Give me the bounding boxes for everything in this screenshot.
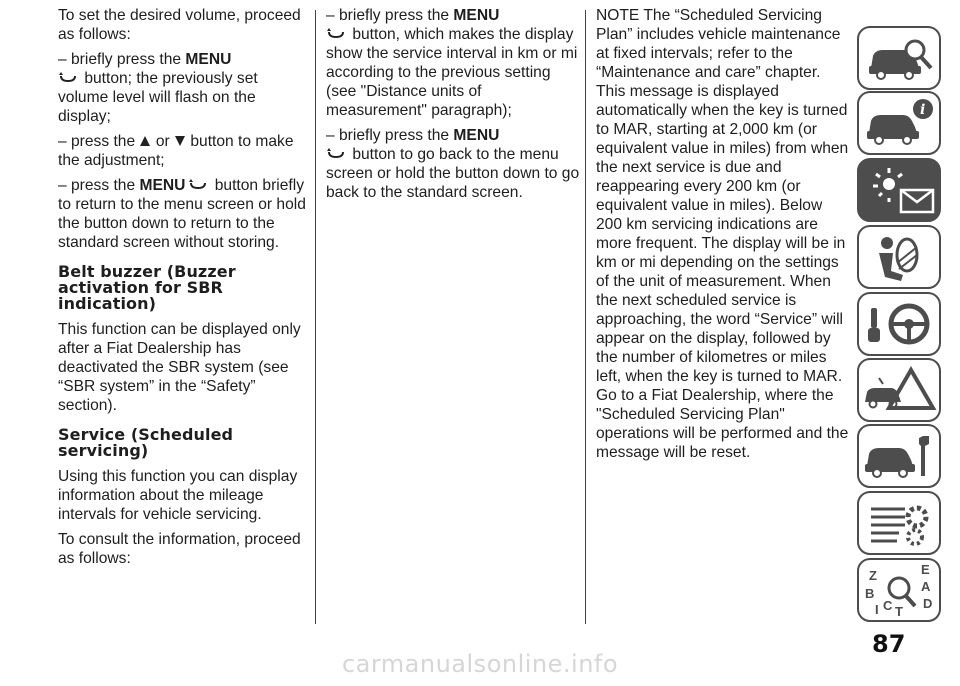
index-letter-b: B xyxy=(865,586,875,601)
paragraph xyxy=(326,126,580,202)
paragraph: To consult the information, proceed as follows: xyxy=(58,531,301,567)
index-letter-i: I xyxy=(875,602,879,617)
page-number: 87 xyxy=(872,630,906,658)
car-wrench-icon xyxy=(859,426,939,486)
index-letter-c: C xyxy=(883,598,893,613)
column-right xyxy=(596,6,852,468)
tab-index[interactable] xyxy=(857,558,941,622)
svg-text:i: i xyxy=(920,102,926,118)
paragraph xyxy=(58,50,308,126)
menu-button-icon xyxy=(326,148,346,160)
text-run: button briefly to return to the menu screen or hold the button down to return to the standard screen without storing. xyxy=(58,177,306,251)
text-run: button to make the adjustment; xyxy=(58,133,294,169)
column-left xyxy=(58,6,308,574)
index-letter-d: D xyxy=(923,596,933,611)
column-middle xyxy=(326,6,580,208)
alphabet-index-icon xyxy=(859,560,939,620)
menu-keyword: MENU xyxy=(453,127,500,144)
tab-safety[interactable] xyxy=(857,225,941,289)
car-info-icon xyxy=(859,93,939,153)
menu-button-icon xyxy=(188,179,208,191)
text-run: button to go back to the menu screen or hold the button down to go back to the standard screen. xyxy=(326,146,580,201)
triangle-down-icon xyxy=(174,135,186,147)
tab-emergency[interactable] xyxy=(857,358,941,422)
menu-button-icon xyxy=(58,72,78,84)
index-letter-z: Z xyxy=(869,568,877,583)
paragraph xyxy=(58,132,308,170)
paragraph xyxy=(58,176,308,252)
tab-car-info[interactable] xyxy=(857,91,941,155)
text-run: button; the previously set volume level will flash on the display; xyxy=(58,70,258,125)
paragraph: Using this function you can display information about the mileage intervals for vehicle servicing. xyxy=(58,468,298,523)
menu-keyword: MENU xyxy=(185,51,232,68)
text-run: – press the xyxy=(58,133,140,150)
tab-technical-specs[interactable] xyxy=(857,491,941,555)
menu-keyword: MENU xyxy=(139,177,186,194)
column-divider xyxy=(585,10,586,624)
index-letter-t: T xyxy=(895,604,903,619)
text-run: – briefly press the xyxy=(58,51,186,68)
tab-starting-driving[interactable] xyxy=(857,292,941,356)
triangle-up-icon xyxy=(139,135,151,147)
paragraph: This function can be displayed only after a Fiat Dealership has deactivated the SBR system (see “SBR system” in the “Safety” section). xyxy=(58,321,301,414)
menu-button-icon xyxy=(326,28,346,40)
warning-light-message-icon xyxy=(859,160,939,220)
specs-list-gear-icon xyxy=(859,493,939,553)
watermark[interactable]: carmanualsonline.info xyxy=(341,650,619,678)
heading-belt-buzzer: Belt buzzer (Buzzer activation for SBR indication) xyxy=(58,262,236,313)
text-run: – press the xyxy=(58,177,140,194)
car-crash-warning-icon xyxy=(859,360,939,420)
airbag-person-icon xyxy=(859,227,939,287)
paragraph xyxy=(326,6,580,120)
key-steering-wheel-icon xyxy=(859,294,939,354)
heading-service: Service (Scheduled servicing) xyxy=(58,425,234,460)
menu-keyword: MENU xyxy=(453,7,500,24)
text-run: or xyxy=(151,133,175,150)
index-letter-e: E xyxy=(921,562,930,577)
paragraph: To set the desired volume, proceed as follows: xyxy=(58,7,301,43)
text-run: – briefly press the xyxy=(326,127,454,144)
tab-maintenance[interactable] xyxy=(857,424,941,488)
note-paragraph: NOTE The “Scheduled Servicing Plan” includes vehicle maintenance at fixed intervals; refer to the “Maintenance and care” chapter. This message is displayed automatically when the key is turned to MAR, starting at 2,000 km (or equivalent value in miles) from when the next service is due and reappearing every 200 km (or equivalent value in miles). Below 200 km servicing indications are more frequent. The display will be in km or mi depending on the settings of the unit of measurement. When the next scheduled service is approaching, the word “Service” will appear on the display, followed by the number of kilometres or miles left, when the key is turned to MAR. Go to a Fiat Dealership, where the "Scheduled Servicing Plan" operations will be performed and the message will be reset. xyxy=(596,7,849,461)
column-divider xyxy=(315,10,316,624)
text-run: – briefly press the xyxy=(326,7,454,24)
tab-warning-lights[interactable] xyxy=(857,158,941,222)
text-run: button, which makes the display show the service interval in km or mi according to the previous setting (see "Distance units of measurement" paragraph); xyxy=(326,26,578,119)
car-search-icon xyxy=(859,28,939,88)
index-letter-a: A xyxy=(921,579,931,594)
tab-car-search[interactable] xyxy=(857,26,941,90)
